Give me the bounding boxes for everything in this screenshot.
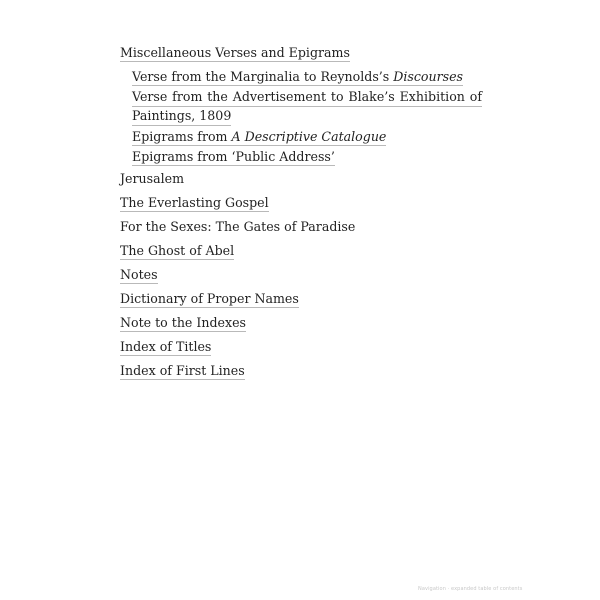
toc-entry-index-of-first-lines[interactable] bbox=[120, 362, 482, 380]
toc-link-miscellaneous[interactable]: Miscellaneous Verses and Epigrams bbox=[120, 45, 350, 60]
toc-entry-descriptive-catalogue[interactable] bbox=[132, 128, 482, 146]
toc-entry-public-address[interactable] bbox=[132, 148, 482, 166]
table-of-contents bbox=[120, 44, 482, 386]
toc-link-advertisement-line1: Verse from the Advertisement to Blake’s Exhibition of bbox=[132, 88, 482, 107]
toc-link-index-of-titles[interactable]: Index of Titles bbox=[120, 339, 212, 354]
toc-link-dictionary[interactable]: Dictionary of Proper Names bbox=[120, 291, 299, 306]
toc-link-note-to-indexes[interactable]: Note to the Indexes bbox=[120, 315, 247, 330]
toc-link-advertisement[interactable] bbox=[132, 88, 482, 124]
toc-link-public-address[interactable]: Epigrams from ‘Public Address’ bbox=[132, 149, 335, 164]
toc-entry-index-of-titles[interactable] bbox=[120, 338, 482, 356]
toc-entry-everlasting-gospel[interactable] bbox=[120, 194, 482, 212]
toc-link-everlasting-gospel[interactable]: The Everlasting Gospel bbox=[120, 195, 269, 210]
toc-entry-miscellaneous[interactable] bbox=[120, 44, 482, 62]
toc-link-marginalia-italic: Discourses bbox=[393, 69, 464, 84]
toc-link-marginalia-prefix: Verse from the Marginalia to Reynolds’s bbox=[132, 69, 394, 84]
toc-entry-advertisement[interactable] bbox=[132, 88, 482, 126]
toc-link-gates-of-paradise: For the Sexes: The Gates of Paradise bbox=[120, 219, 356, 234]
toc-link-advertisement-line2: Paintings, 1809 bbox=[132, 107, 231, 126]
toc-link-jerusalem: Jerusalem bbox=[120, 171, 185, 186]
toc-link-descriptive-prefix: Epigrams from bbox=[132, 129, 232, 144]
toc-link-notes[interactable]: Notes bbox=[120, 267, 158, 282]
toc-entry-jerusalem bbox=[120, 170, 482, 188]
toc-link-descriptive-italic: A Descriptive Catalogue bbox=[231, 129, 387, 144]
toc-entry-note-to-indexes[interactable] bbox=[120, 314, 482, 332]
toc-link-index-of-first-lines[interactable]: Index of First Lines bbox=[120, 363, 245, 378]
toc-link-marginalia[interactable] bbox=[132, 69, 463, 86]
toc-link-descriptive-catalogue[interactable] bbox=[132, 129, 386, 146]
toc-subgroup-miscellaneous bbox=[120, 68, 482, 166]
toc-entry-gates-of-paradise bbox=[120, 218, 482, 236]
toc-entry-dictionary[interactable] bbox=[120, 290, 482, 308]
toc-link-ghost-of-abel[interactable]: The Ghost of Abel bbox=[120, 243, 235, 258]
toc-entry-notes[interactable] bbox=[120, 266, 482, 284]
page-footer: Navigation · expanded table of contents bbox=[418, 586, 523, 592]
toc-entry-ghost-of-abel[interactable] bbox=[120, 242, 482, 260]
toc-entry-marginalia[interactable] bbox=[132, 68, 482, 86]
